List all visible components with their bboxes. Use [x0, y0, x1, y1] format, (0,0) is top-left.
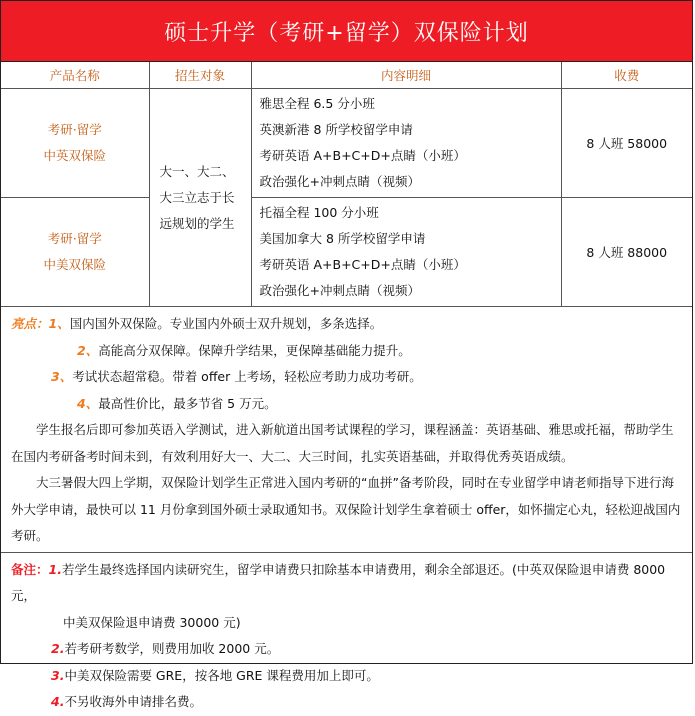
content-line: 考研英语 A+B+C+D+点睛（小班） — [259, 148, 466, 163]
content-line: 考研英语 A+B+C+D+点睛（小班） — [259, 257, 466, 272]
header-fee: 收费 — [561, 62, 692, 89]
highlights-label: 亮点： — [11, 316, 49, 331]
highlight-item — [11, 364, 684, 391]
remark-number: 3. — [51, 667, 65, 683]
description-paragraph: 大三暑假大四上学期，双保险计划学生正常进入国内考研的“血拼”备考阶段，同时在专业留学申请老师指导下进行海外大学申请，最快可以 11 月份拿到国外硕士录取通知书。双保险计划学生拿着硕士 offer，如怀揣定心丸，轻松迎战国内考研。 — [11, 475, 681, 543]
remark-item — [11, 610, 684, 637]
table-header-row — [1, 62, 692, 89]
remark-text: 中美双保险需要 GRE，按各地 GRE 课程费用加上即可。 — [64, 667, 379, 683]
remark-text: 不另收海外申请排名费。 — [64, 694, 202, 709]
fee-cell: 8 人班 88000 — [561, 198, 692, 307]
product-name-cell — [1, 89, 149, 198]
target-cell: 大一、大二、大三立志于长远规划的学生 — [149, 89, 251, 307]
product-name-line2: 中美双保险 — [43, 257, 106, 272]
product-name-line2: 中英双保险 — [43, 148, 106, 163]
highlight-number: 1、 — [48, 316, 70, 331]
remark-item — [11, 557, 684, 610]
highlight-number: 4、 — [77, 395, 99, 411]
product-name-line1: 考研·留学 — [47, 122, 102, 137]
content-line: 英澳新港 8 所学校留学申请 — [259, 122, 413, 137]
content-line: 雅思全程 6.5 分小班 — [259, 96, 375, 111]
content-line: 美国加拿大 8 所学校留学申请 — [259, 231, 426, 246]
content-line: 政治强化+冲刺点睛（视频） — [259, 283, 420, 298]
remark-text: 中美双保险退申请费 30000 元) — [63, 614, 241, 630]
content-cell — [251, 198, 561, 307]
table-row — [1, 89, 692, 198]
document-title: 硕士升学（考研+留学）双保险计划 — [1, 1, 692, 62]
plan-table — [1, 62, 692, 307]
product-name-cell — [1, 198, 149, 307]
highlight-text: 国内国外双保险。专业国内外硕士双升规划，多条选择。 — [69, 316, 383, 331]
remark-number: 2. — [51, 641, 65, 656]
remark-text: 若考研考数学，则费用加收 2000 元。 — [64, 641, 280, 656]
remarks-section — [1, 553, 692, 716]
highlights-section — [1, 307, 692, 553]
header-target: 招生对象 — [149, 62, 251, 89]
remarks-label: 备注： — [11, 561, 49, 577]
remark-number: 4. — [51, 694, 65, 709]
highlight-text: 高能高分双保障。保障升学结果，更保障基础能力提升。 — [98, 342, 411, 358]
highlight-number: 2、 — [77, 342, 99, 358]
highlight-number: 3、 — [51, 369, 73, 384]
product-name-line1: 考研·留学 — [47, 231, 102, 246]
highlight-item — [11, 338, 684, 365]
fee-cell: 8 人班 58000 — [561, 89, 692, 198]
content-line: 托福全程 100 分小班 — [259, 205, 379, 220]
remark-number: 1. — [48, 561, 62, 577]
header-content: 内容明细 — [251, 62, 561, 89]
highlight-text: 最高性价比，最多节省 5 万元。 — [98, 395, 277, 411]
remark-item — [11, 663, 684, 690]
content-cell — [251, 89, 561, 198]
description-paragraph: 学生报名后即可参加英语入学测试，进入新航道出国考试课程的学习，课程涵盖：英语基础、雅思或托福，帮助学生在国内考研备考时间未到，有效利用好大一、大二、大三时间，扎实英语基础，并取得优秀英语成绩。 — [11, 422, 674, 464]
header-product-name: 产品名称 — [1, 62, 149, 89]
remark-text: 若学生最终选择国内读研究生，留学申请费只扣除基本申请费用，剩余全部退还。(中英双保险退申请费 8000 元， — [11, 561, 666, 603]
content-line: 政治强化+冲刺点睛（视频） — [259, 174, 420, 189]
highlight-item — [11, 311, 684, 338]
table-row — [1, 198, 692, 307]
highlight-text: 考试状态超常稳。带着 offer 上考场，轻松应考助力成功考研。 — [72, 369, 422, 384]
remark-item — [11, 689, 684, 716]
remark-item — [11, 636, 684, 663]
highlight-item — [11, 391, 684, 418]
